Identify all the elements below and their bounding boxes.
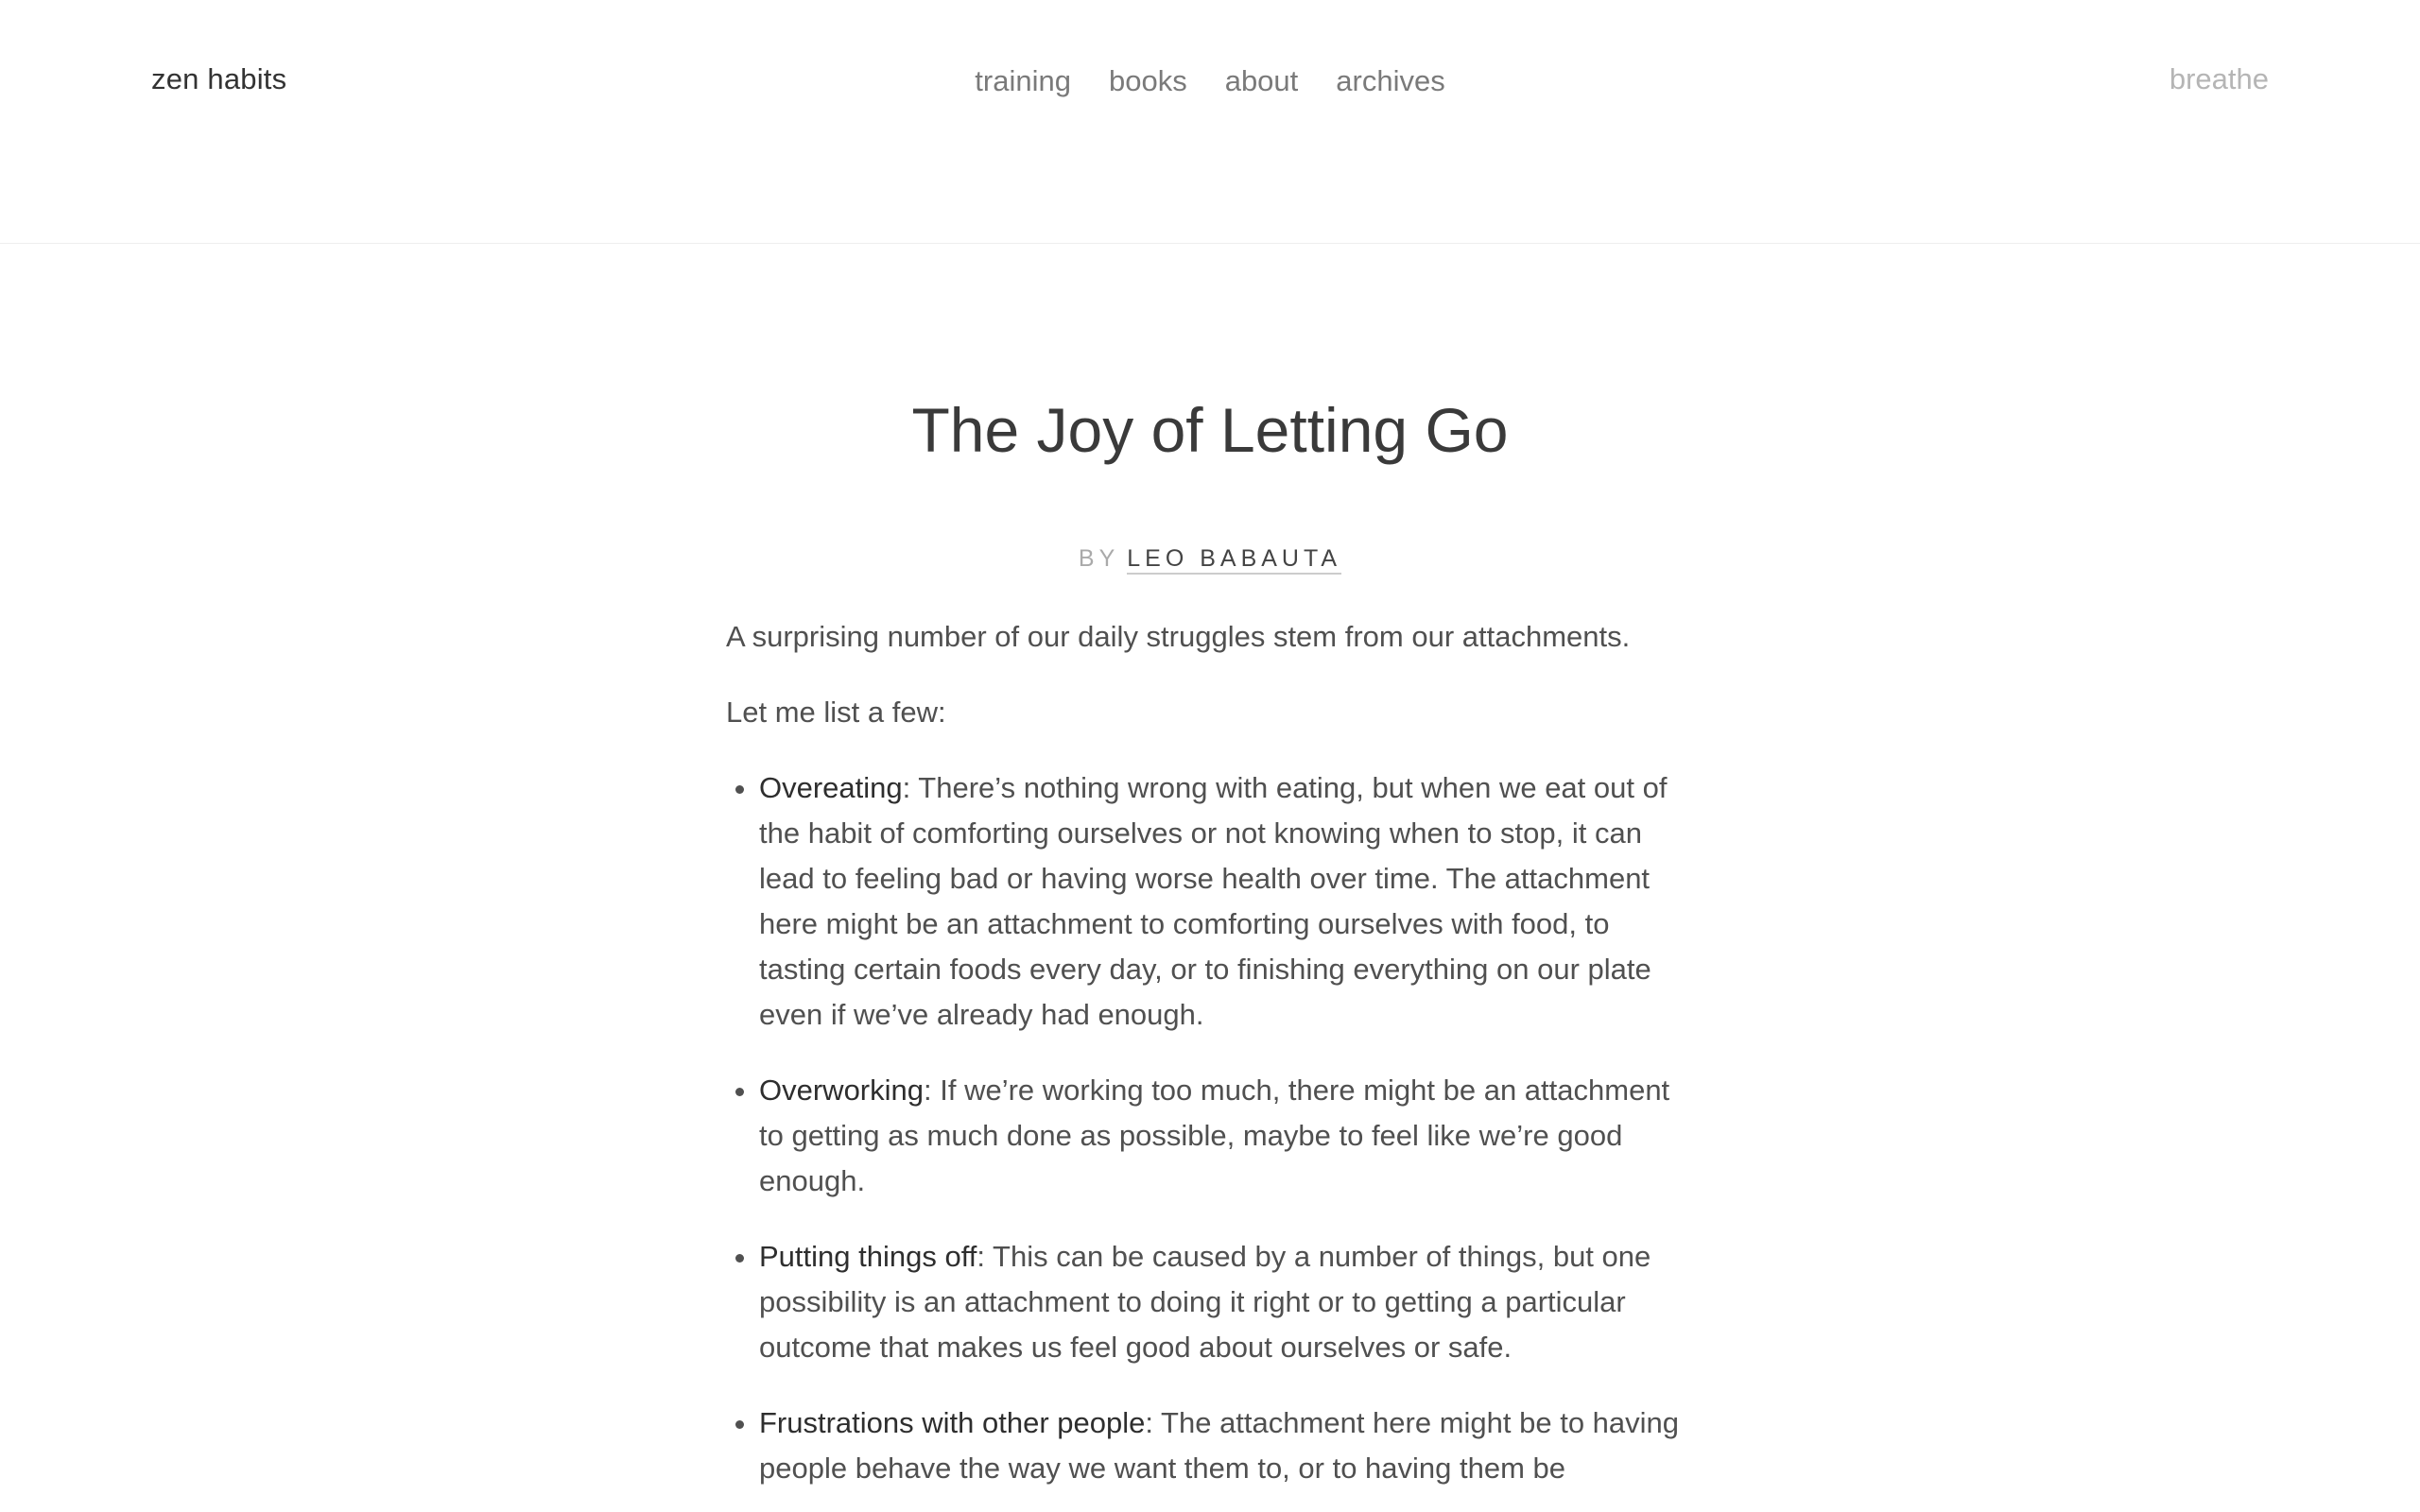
list-item-text: : There’s nothing wrong with eating, but when we eat out of the habit of comforting ourselves or not knowing when to stop, it can lead to feeling bad or having worse health over time. The attachment here might be an attachment to comforting ourselves with food, to tasting certain foods every day, or to finishing everything on our plate even if we’ve already had enough. (759, 771, 1668, 1031)
list-item (759, 1400, 1694, 1491)
intro-paragraph: A surprising number of our daily struggles stem from our attachments. (726, 620, 1631, 653)
nav-training[interactable]: training (975, 64, 1071, 97)
attachment-list (726, 765, 1694, 1491)
list-item-text: : This can be caused by a number of things, but one possibility is an attachment to doing it right or to getting a particular outcome that makes us feel good about ourselves or safe. (759, 1240, 1651, 1364)
nav-books[interactable]: books (1108, 64, 1187, 97)
byline-prefix: BY (1078, 545, 1120, 572)
site-title-link[interactable]: zen habits (151, 62, 287, 95)
list-item-term: Overeating (759, 771, 903, 804)
article (726, 387, 1694, 1512)
author-link[interactable]: LEO BABAUTA (1127, 545, 1341, 575)
list-item-text: : The attachment here might be to having people behave the way we want them to, or to having them be (759, 1406, 1680, 1485)
list-item (759, 1234, 1694, 1370)
byline (726, 541, 1694, 576)
list-item-text: : If we’re working too much, there might be an attachment to getting as much done as possible, maybe to feel like we’re good enough. (759, 1074, 1670, 1197)
list-item-term: Frustrations with other people (759, 1406, 1146, 1439)
nav-about[interactable]: about (1224, 64, 1299, 97)
list-item (759, 1068, 1694, 1204)
lead-paragraph: Let me list a few: (726, 696, 946, 729)
main-nav (0, 64, 2420, 98)
article-body (726, 614, 1694, 1491)
list-item-term: Overworking (759, 1074, 924, 1107)
nav-archives[interactable]: archives (1336, 64, 1445, 97)
article-title: The Joy of Letting Go (911, 395, 1509, 465)
breathe-link[interactable]: breathe (2169, 62, 2269, 95)
list-item (759, 765, 1694, 1038)
site-header (0, 0, 2420, 244)
list-item-term: Putting things off (759, 1240, 977, 1273)
